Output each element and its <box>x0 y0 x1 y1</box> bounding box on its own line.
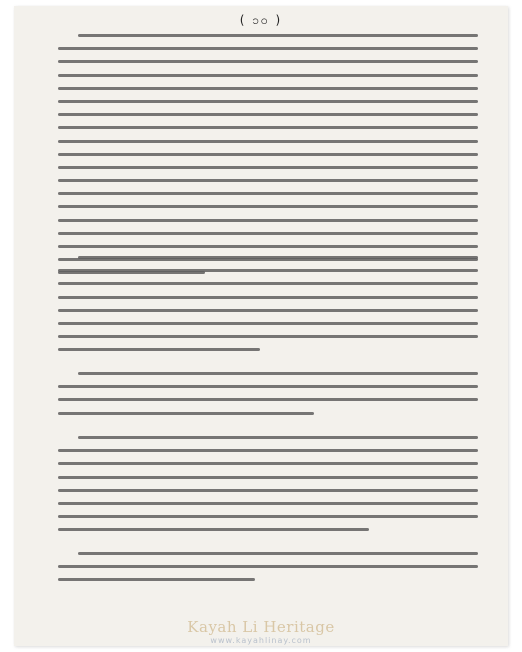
text-line <box>58 269 478 272</box>
text-line <box>58 60 478 63</box>
text-line <box>58 412 314 415</box>
text-line <box>58 335 478 338</box>
text-line <box>78 552 478 555</box>
text-line <box>58 282 478 285</box>
text-line <box>58 47 478 50</box>
text-line <box>78 436 478 439</box>
paragraph-5 <box>58 552 478 592</box>
text-line <box>78 256 478 259</box>
watermark-url: www.kayahlinay.com <box>210 636 312 645</box>
text-line <box>58 232 478 235</box>
text-line <box>58 462 478 465</box>
text-line <box>58 565 478 568</box>
text-line <box>58 87 478 90</box>
text-line <box>58 398 478 401</box>
text-line <box>58 245 478 248</box>
text-line <box>58 578 255 581</box>
text-line <box>58 502 478 505</box>
paragraph-4 <box>58 436 478 542</box>
text-line <box>58 74 478 77</box>
text-line <box>58 309 478 312</box>
text-line <box>78 372 478 375</box>
text-line <box>58 528 369 531</box>
text-line <box>58 205 478 208</box>
watermark-title: Kayah Li Heritage <box>187 618 335 636</box>
text-line <box>58 166 478 169</box>
text-line <box>78 34 478 37</box>
text-line <box>58 449 478 452</box>
text-line <box>58 219 478 222</box>
text-line <box>58 489 478 492</box>
text-line <box>58 126 478 129</box>
text-line <box>58 153 478 156</box>
text-line <box>58 140 478 143</box>
paragraph-1 <box>58 34 478 285</box>
text-line <box>58 385 478 388</box>
text-line <box>58 179 478 182</box>
text-line <box>58 113 478 116</box>
text-line <box>58 296 478 299</box>
paragraph-3 <box>58 372 478 425</box>
document-page <box>14 6 508 646</box>
paragraph-2 <box>58 256 478 362</box>
page-number: ( ၁၀ ) <box>239 13 283 27</box>
text-line <box>58 100 478 103</box>
text-line <box>58 476 478 479</box>
text-line <box>58 192 478 195</box>
text-line <box>58 348 260 351</box>
text-line <box>58 515 478 518</box>
text-line <box>58 322 478 325</box>
